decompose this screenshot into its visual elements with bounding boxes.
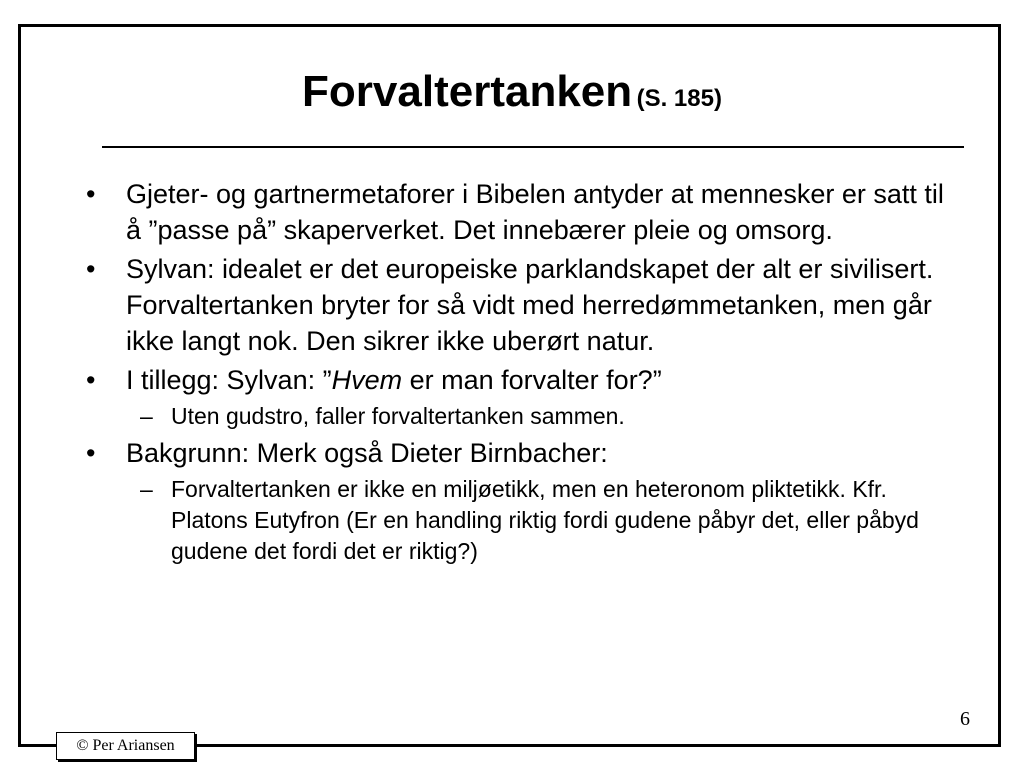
bullet-text: Gjeter- og gartnermetaforer i Bibelen antyder at mennesker er satt til å ”passe på” skaperverket. Det innebærer pleie og omsorg. bbox=[126, 179, 944, 245]
bullet-text: Bakgrunn: Merk også Dieter Birnbacher: bbox=[126, 438, 608, 468]
bullet-text-before: I tillegg: Sylvan: ” bbox=[126, 365, 332, 395]
sub-item-4-1 bbox=[82, 474, 962, 567]
bullet-item-4 bbox=[82, 435, 962, 471]
slide-title bbox=[0, 67, 1024, 116]
bullet-dot-icon: • bbox=[86, 179, 96, 209]
sub-item-3-1 bbox=[82, 401, 962, 432]
bullet-text bbox=[126, 365, 662, 395]
bullet-text-after: er man forvalter for?” bbox=[402, 365, 662, 395]
bullet-dot-icon: • bbox=[86, 254, 96, 284]
title-main: Forvaltertanken bbox=[302, 67, 633, 116]
bullet-item-2 bbox=[82, 251, 962, 359]
bullet-dot-icon: • bbox=[86, 365, 96, 395]
bullet-text-emphasis: Hvem bbox=[331, 365, 403, 395]
bullet-item-3 bbox=[82, 362, 962, 398]
dash-icon: – bbox=[140, 476, 153, 502]
bullet-dot-icon: • bbox=[86, 438, 96, 468]
bullet-list bbox=[82, 176, 962, 570]
page-number: 6 bbox=[960, 708, 970, 730]
sub-bullet-text: Uten gudstro, faller forvaltertanken sammen. bbox=[171, 403, 625, 429]
title-divider bbox=[102, 146, 964, 148]
dash-icon: – bbox=[140, 403, 153, 429]
sub-bullet-text: Forvaltertanken er ikke en miljøetikk, men en heteronom pliktetikk. Kfr. Platons Eutyfron (Er en handling riktig fordi gudene påbyr det, eller påbyd gudene det fordi det er riktig?) bbox=[171, 476, 919, 564]
bullet-text: Sylvan: idealet er det europeiske parklandskapet der alt er sivilisert. Forvaltertanken bryter for så vidt med herredømmetanken, men går ikke langt nok. Den sikrer ikke uberørt natur. bbox=[126, 254, 934, 356]
bullet-item-1 bbox=[82, 176, 962, 248]
copyright-footer: © Per Ariansen bbox=[56, 732, 195, 760]
title-page-reference: (S. 185) bbox=[636, 85, 722, 112]
